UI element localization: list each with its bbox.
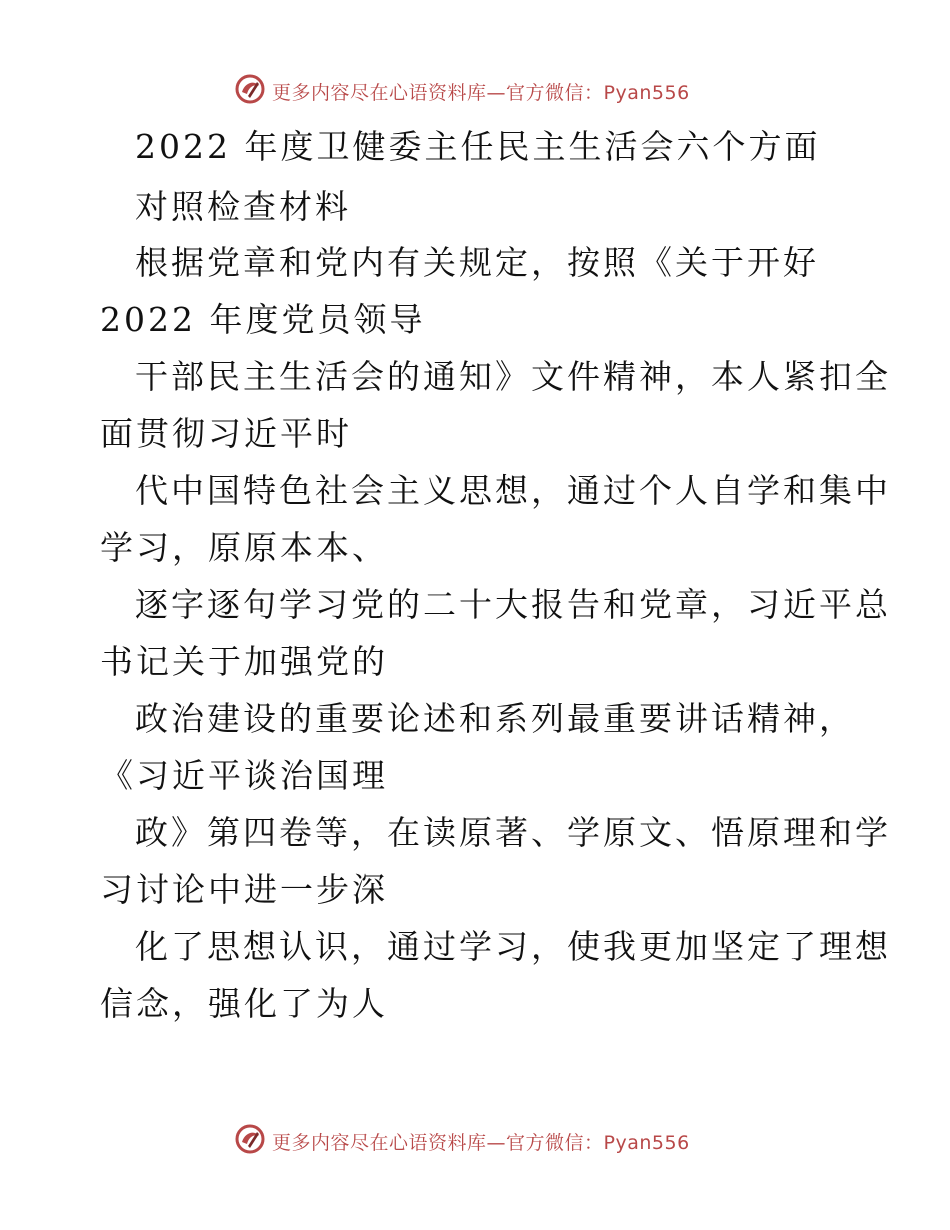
paragraph-line: 干部民主生活会的通知》文件精神，本人紧扣全 [135, 357, 891, 396]
paragraph-line: 学习，原原本本、 [100, 528, 388, 567]
banner-wechat-text: 官方微信：Pyan556 [506, 1132, 690, 1154]
paragraph-line: 面贯彻习近平时 [100, 414, 352, 453]
banner-main-text: 更多内容尽在心语资料库— [272, 1132, 507, 1154]
header-banner [0, 70, 950, 110]
document-title-line-2: 对照检查材料 [135, 187, 351, 226]
document-title-line-1: 2022 年度卫健委主任民主生活会六个方面 [135, 127, 821, 166]
paragraph-line: 逐字逐句学习党的二十大报告和党章，习近平总 [135, 585, 891, 624]
banner-text [272, 1128, 690, 1155]
banner-text [272, 78, 690, 105]
paragraph-line: 《习近平谈治国理 [100, 756, 388, 795]
paragraph-line: 信念，强化了为人 [100, 984, 388, 1023]
paragraph-line: 习讨论中进一步深 [100, 870, 388, 909]
swirl-logo-icon [233, 1122, 267, 1156]
banner-wechat-text: 官方微信：Pyan556 [506, 82, 690, 104]
paragraph-line: 政治建设的重要论述和系列最重要讲话精神， [135, 699, 855, 738]
banner-main-text: 更多内容尽在心语资料库— [272, 82, 507, 104]
swirl-logo-icon [233, 72, 267, 106]
paragraph-line: 代中国特色社会主义思想，通过个人自学和集中 [135, 471, 891, 510]
paragraph-line: 书记关于加强党的 [100, 642, 388, 681]
paragraph-line: 政》第四卷等，在读原著、学原文、悟原理和学 [135, 813, 891, 852]
paragraph-line: 化了思想认识，通过学习，使我更加坚定了理想 [135, 927, 891, 966]
footer-banner [0, 1120, 950, 1160]
paragraph-line: 根据党章和党内有关规定，按照《关于开好 [135, 243, 819, 282]
paragraph-line: 2022 年度党员领导 [100, 300, 426, 339]
